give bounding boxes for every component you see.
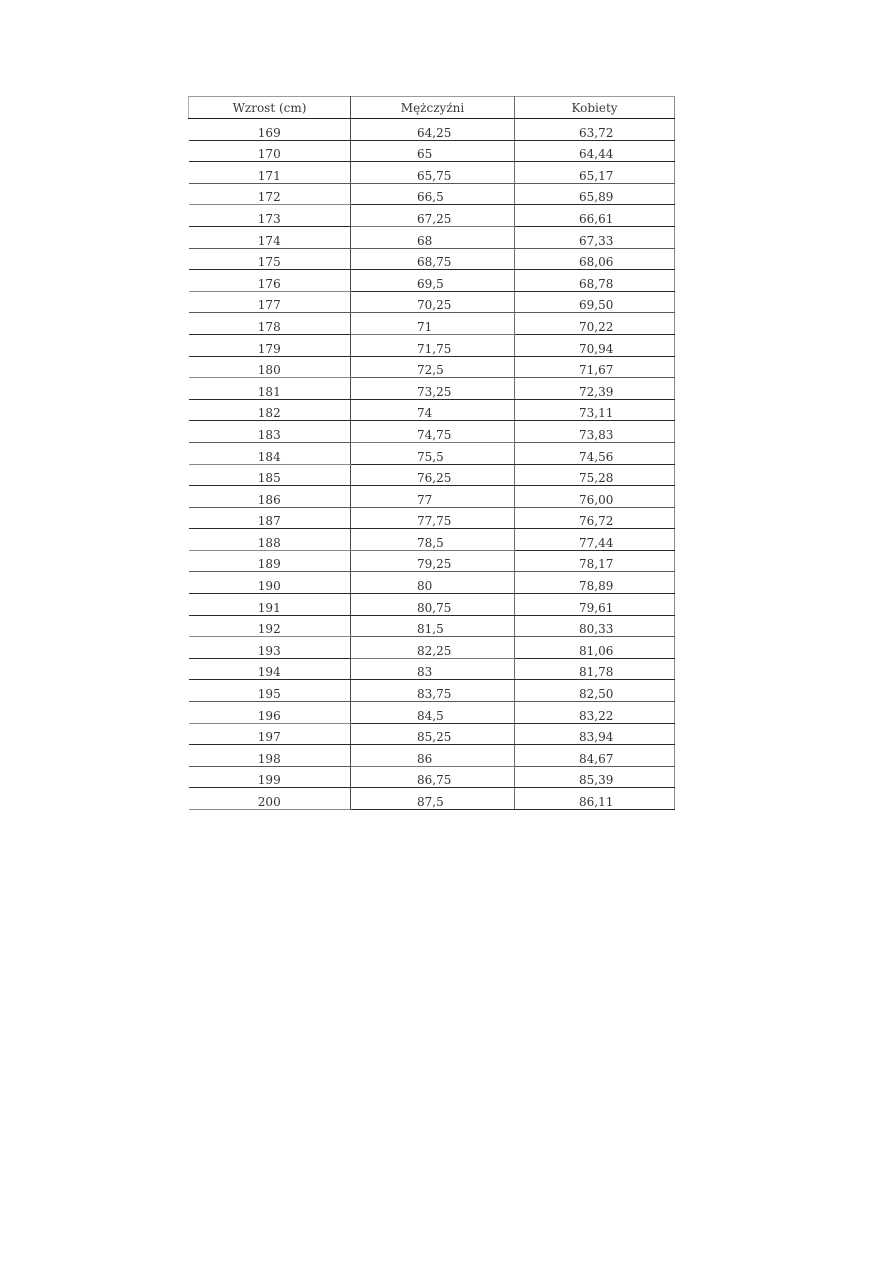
cell-height: 172 xyxy=(189,183,351,205)
cell-men: 80,75 xyxy=(351,594,515,616)
cell-women: 80,33 xyxy=(515,615,675,637)
cell-women: 72,39 xyxy=(515,378,675,400)
cell-women: 79,61 xyxy=(515,594,675,616)
header-men: Mężczyźni xyxy=(351,97,515,119)
cell-height: 186 xyxy=(189,486,351,508)
table-row xyxy=(189,507,675,529)
table-row xyxy=(189,637,675,659)
cell-men: 67,25 xyxy=(351,205,515,227)
cell-men: 82,25 xyxy=(351,637,515,659)
table-row xyxy=(189,140,675,162)
cell-height: 185 xyxy=(189,464,351,486)
cell-men: 72,5 xyxy=(351,356,515,378)
table-row xyxy=(189,550,675,572)
cell-men: 83 xyxy=(351,658,515,680)
cell-men: 83,75 xyxy=(351,680,515,702)
table-row xyxy=(189,702,675,724)
cell-men: 66,5 xyxy=(351,183,515,205)
cell-women: 83,22 xyxy=(515,702,675,724)
table-row xyxy=(189,615,675,637)
cell-height: 171 xyxy=(189,162,351,184)
table-row xyxy=(189,226,675,248)
cell-men: 71 xyxy=(351,313,515,335)
cell-women: 86,11 xyxy=(515,788,675,810)
cell-height: 193 xyxy=(189,637,351,659)
cell-women: 68,06 xyxy=(515,248,675,270)
cell-women: 78,89 xyxy=(515,572,675,594)
cell-height: 184 xyxy=(189,442,351,464)
cell-women: 77,44 xyxy=(515,529,675,551)
cell-height: 183 xyxy=(189,421,351,443)
table-row xyxy=(189,788,675,810)
cell-women: 76,00 xyxy=(515,486,675,508)
cell-women: 70,94 xyxy=(515,334,675,356)
cell-men: 87,5 xyxy=(351,788,515,810)
table-row xyxy=(189,119,675,141)
cell-women: 70,22 xyxy=(515,313,675,335)
cell-height: 187 xyxy=(189,507,351,529)
cell-men: 77 xyxy=(351,486,515,508)
cell-men: 70,25 xyxy=(351,291,515,313)
cell-height: 190 xyxy=(189,572,351,594)
table-row xyxy=(189,334,675,356)
cell-men: 74,75 xyxy=(351,421,515,443)
cell-height: 199 xyxy=(189,766,351,788)
cell-height: 182 xyxy=(189,399,351,421)
header-height: Wzrost (cm) xyxy=(189,97,351,119)
cell-men: 69,5 xyxy=(351,270,515,292)
weight-height-table xyxy=(188,96,675,810)
cell-women: 82,50 xyxy=(515,680,675,702)
cell-height: 198 xyxy=(189,745,351,767)
cell-men: 74 xyxy=(351,399,515,421)
cell-men: 84,5 xyxy=(351,702,515,724)
table-row xyxy=(189,162,675,184)
cell-men: 68 xyxy=(351,226,515,248)
cell-men: 80 xyxy=(351,572,515,594)
cell-height: 173 xyxy=(189,205,351,227)
table-row xyxy=(189,486,675,508)
table-body xyxy=(189,119,675,810)
table-row xyxy=(189,572,675,594)
table-row xyxy=(189,594,675,616)
cell-men: 79,25 xyxy=(351,550,515,572)
table-row xyxy=(189,313,675,335)
table-row xyxy=(189,421,675,443)
table-header xyxy=(189,97,675,119)
cell-height: 170 xyxy=(189,140,351,162)
cell-women: 65,89 xyxy=(515,183,675,205)
cell-women: 75,28 xyxy=(515,464,675,486)
table-row xyxy=(189,291,675,313)
cell-women: 66,61 xyxy=(515,205,675,227)
table-row xyxy=(189,248,675,270)
cell-women: 73,83 xyxy=(515,421,675,443)
cell-height: 195 xyxy=(189,680,351,702)
header-row xyxy=(189,97,675,119)
cell-women: 81,78 xyxy=(515,658,675,680)
cell-men: 75,5 xyxy=(351,442,515,464)
table-row xyxy=(189,723,675,745)
cell-height: 180 xyxy=(189,356,351,378)
cell-women: 63,72 xyxy=(515,119,675,141)
cell-height: 179 xyxy=(189,334,351,356)
cell-height: 197 xyxy=(189,723,351,745)
cell-women: 76,72 xyxy=(515,507,675,529)
cell-men: 68,75 xyxy=(351,248,515,270)
cell-men: 85,25 xyxy=(351,723,515,745)
cell-height: 192 xyxy=(189,615,351,637)
cell-height: 188 xyxy=(189,529,351,551)
cell-height: 177 xyxy=(189,291,351,313)
cell-women: 67,33 xyxy=(515,226,675,248)
cell-height: 175 xyxy=(189,248,351,270)
cell-women: 81,06 xyxy=(515,637,675,659)
cell-men: 73,25 xyxy=(351,378,515,400)
table-row xyxy=(189,658,675,680)
table-row xyxy=(189,183,675,205)
cell-men: 86 xyxy=(351,745,515,767)
cell-height: 194 xyxy=(189,658,351,680)
cell-height: 169 xyxy=(189,119,351,141)
cell-height: 191 xyxy=(189,594,351,616)
cell-height: 181 xyxy=(189,378,351,400)
cell-women: 84,67 xyxy=(515,745,675,767)
table-row xyxy=(189,680,675,702)
cell-men: 71,75 xyxy=(351,334,515,356)
table-row xyxy=(189,766,675,788)
cell-men: 65 xyxy=(351,140,515,162)
table-row xyxy=(189,356,675,378)
cell-women: 78,17 xyxy=(515,550,675,572)
cell-women: 73,11 xyxy=(515,399,675,421)
cell-men: 77,75 xyxy=(351,507,515,529)
header-women: Kobiety xyxy=(515,97,675,119)
cell-men: 65,75 xyxy=(351,162,515,184)
table-row xyxy=(189,745,675,767)
cell-women: 74,56 xyxy=(515,442,675,464)
cell-height: 176 xyxy=(189,270,351,292)
table-row xyxy=(189,529,675,551)
cell-men: 86,75 xyxy=(351,766,515,788)
table-row xyxy=(189,378,675,400)
cell-women: 69,50 xyxy=(515,291,675,313)
cell-men: 76,25 xyxy=(351,464,515,486)
cell-height: 189 xyxy=(189,550,351,572)
cell-height: 178 xyxy=(189,313,351,335)
cell-women: 83,94 xyxy=(515,723,675,745)
cell-men: 64,25 xyxy=(351,119,515,141)
table-row xyxy=(189,464,675,486)
cell-height: 174 xyxy=(189,226,351,248)
cell-women: 68,78 xyxy=(515,270,675,292)
table-row xyxy=(189,442,675,464)
cell-women: 64,44 xyxy=(515,140,675,162)
cell-height: 196 xyxy=(189,702,351,724)
cell-women: 71,67 xyxy=(515,356,675,378)
cell-men: 81,5 xyxy=(351,615,515,637)
cell-women: 85,39 xyxy=(515,766,675,788)
table-row xyxy=(189,205,675,227)
cell-women: 65,17 xyxy=(515,162,675,184)
table-row xyxy=(189,270,675,292)
table-row xyxy=(189,399,675,421)
cell-men: 78,5 xyxy=(351,529,515,551)
cell-height: 200 xyxy=(189,788,351,810)
